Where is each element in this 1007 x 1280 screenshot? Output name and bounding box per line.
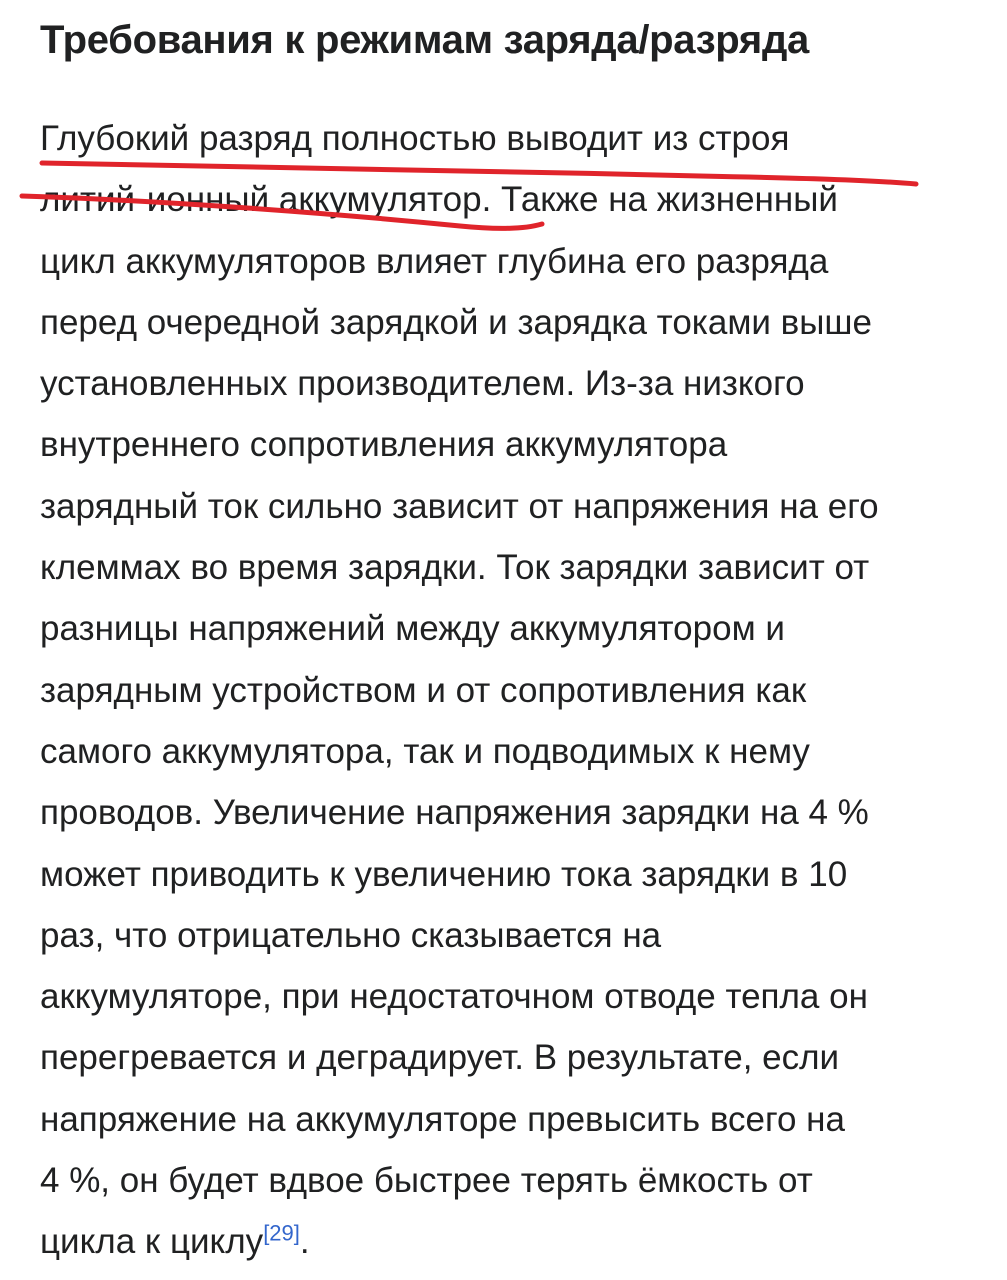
- article-paragraph: [40, 108, 975, 1273]
- paragraph-line: внутреннего сопротивления аккумулятора: [40, 425, 728, 465]
- paragraph-line: может приводить к увеличению тока зарядки в 10: [40, 854, 848, 894]
- paragraph-line: аккумуляторе, при недостаточном отводе тепла он: [40, 977, 868, 1017]
- paragraph-line: перегревается и деградирует. В результате, если: [40, 1038, 840, 1078]
- paragraph-line: проводов. Увеличение напряжения зарядки на 4 %: [40, 793, 869, 833]
- paragraph-line: Глубокий разряд полностью выводит из строя: [40, 119, 790, 158]
- paragraph-line: 4 %, он будет вдвое быстрее терять ёмкость от: [40, 1161, 813, 1201]
- paragraph-line: цикл аккумуляторов влияет глубина его разряда: [40, 241, 829, 281]
- paragraph-line: напряжение на аккумуляторе превысить всего на: [40, 1099, 845, 1139]
- paragraph-line: зарядный ток сильно зависит от напряжения на его: [40, 486, 879, 526]
- paragraph-line: клеммах во время зарядки. Ток зарядки зависит от: [40, 548, 870, 588]
- paragraph-last-line: [40, 1211, 975, 1272]
- paragraph-line: зарядным устройством и от сопротивления как: [40, 670, 807, 710]
- reference-link[interactable]: [29]: [263, 1220, 300, 1246]
- paragraph-line: установленных производителем. Из-за низкого: [40, 364, 805, 404]
- paragraph-line: литий-ионный аккумулятор. Также на жизненный: [40, 180, 838, 220]
- paragraph-line: разницы напряжений между аккумулятором и: [40, 609, 785, 649]
- paragraph-line: раз, что отрицательно сказывается на: [40, 915, 662, 955]
- last-line-text: цикла к циклу: [40, 1222, 264, 1262]
- section-heading: Требования к режимам заряда/разряда: [40, 18, 809, 62]
- paragraph-line: перед очередной зарядкой и зарядка токами выше: [40, 302, 872, 342]
- final-punctuation: .: [299, 1222, 310, 1262]
- paragraph-line: самого аккумулятора, так и подводимых к нему: [40, 731, 810, 771]
